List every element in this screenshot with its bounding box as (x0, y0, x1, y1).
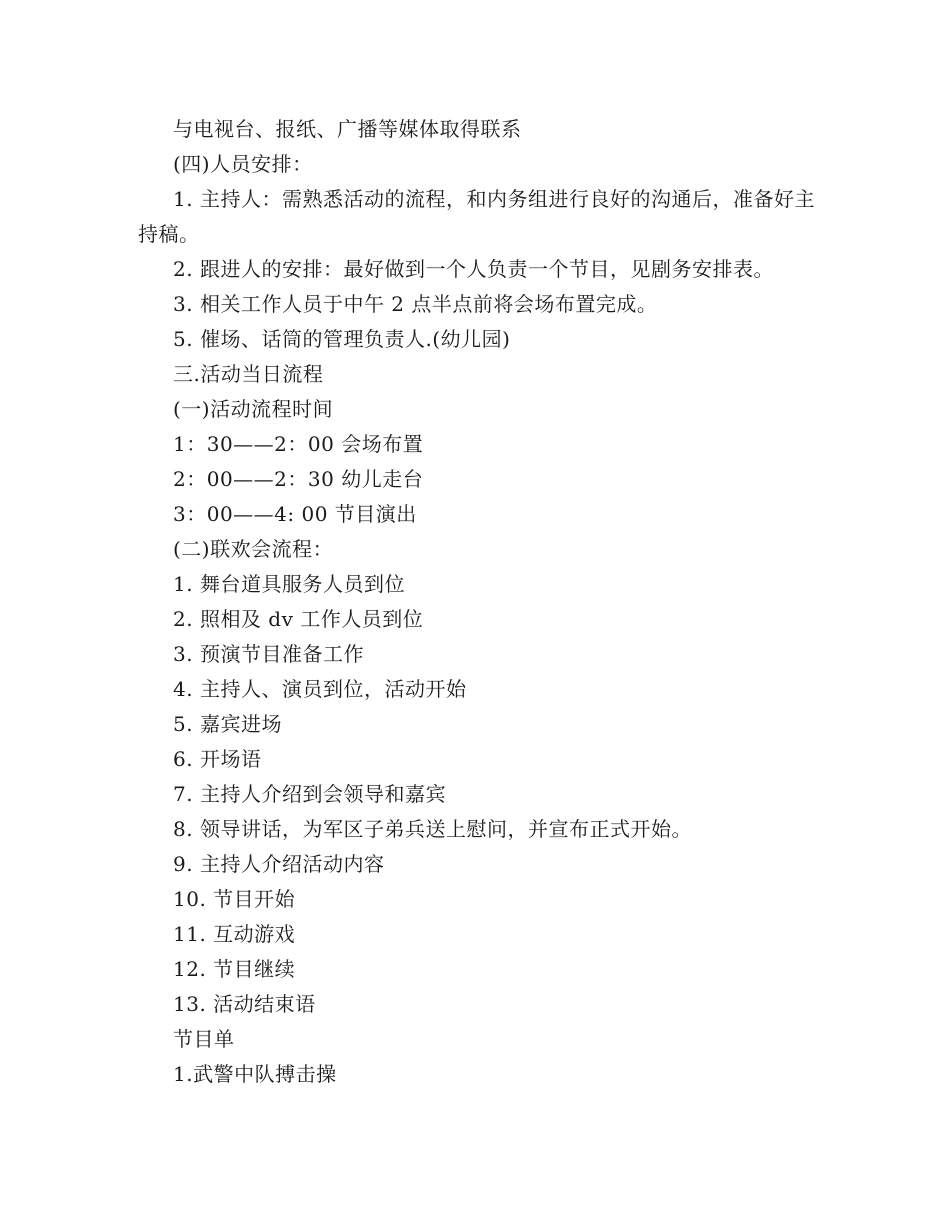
flow-item-3: 3. 预演节目准备工作 (173, 642, 364, 666)
flow-item-2: 2. 照相及 dv 工作人员到位 (173, 607, 424, 631)
list-item-follow-up: 2. 跟进人的安排：最好做到一个人负责一个节目，见剧务安排表。 (173, 257, 774, 281)
list-item-host: 1. 主持人：需熟悉活动的流程，和内务组进行良好的沟通后，准备好主持稿。 (138, 187, 815, 246)
text-line-media-contact: 与电视台、报纸、广播等媒体取得联系 (173, 117, 522, 141)
subsection-heading-party-flow: (二)联欢会流程： (173, 537, 334, 561)
list-item-venue-setup: 3. 相关工作人员于中午 2 点半点前将会场布置完成。 (173, 292, 658, 316)
schedule-item-setup: 1：30——2：00 会场布置 (173, 432, 424, 456)
flow-item-5: 5. 嘉宾进场 (173, 712, 282, 736)
section-heading-day-flow: 三.活动当日流程 (173, 362, 324, 386)
flow-item-13: 13. 活动结束语 (173, 992, 316, 1016)
flow-item-6: 6. 开场语 (173, 747, 262, 771)
document-body (138, 112, 818, 1092)
section-heading-program: 节目单 (173, 1027, 235, 1051)
flow-item-8: 8. 领导讲话，为军区子弟兵送上慰问，并宣布正式开始。 (173, 817, 692, 841)
flow-item-10: 10. 节目开始 (173, 887, 296, 911)
flow-item-7: 7. 主持人介绍到会领导和嘉宾 (173, 782, 446, 806)
list-item-microphone: 5. 催场、话筒的管理负责人.(幼儿园) (173, 327, 511, 351)
flow-item-4: 4. 主持人、演员到位，活动开始 (173, 677, 467, 701)
section-heading-staffing: (四)人员安排： (173, 152, 313, 176)
flow-item-12: 12. 节目继续 (173, 957, 296, 981)
subsection-heading-schedule: (一)活动流程时间 (173, 397, 334, 421)
flow-item-1: 1. 舞台道具服务人员到位 (173, 572, 405, 596)
program-item-1: 1.武警中队搏击操 (173, 1062, 337, 1086)
flow-item-11: 11. 互动游戏 (173, 922, 296, 946)
schedule-item-performance: 3：00——4: 00 节目演出 (173, 502, 417, 526)
flow-item-9: 9. 主持人介绍活动内容 (173, 852, 385, 876)
schedule-item-rehearsal: 2：00——2：30 幼儿走台 (173, 467, 424, 491)
